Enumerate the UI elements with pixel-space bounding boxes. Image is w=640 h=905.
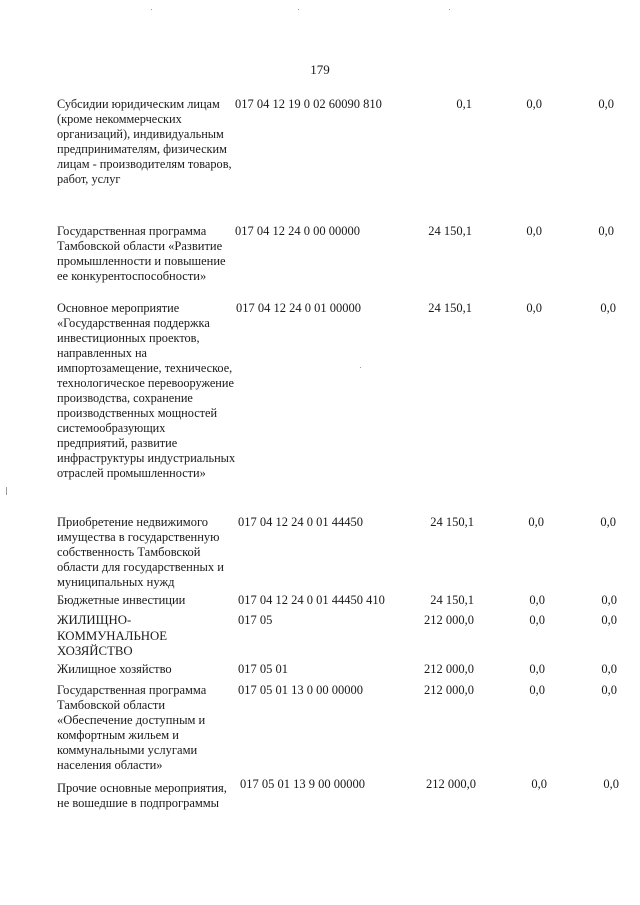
- row-plan2: 0,0: [529, 662, 545, 676]
- row-amount: 212 000,0: [424, 662, 474, 676]
- row-name: Бюджетные инвестиции: [57, 593, 186, 607]
- row-name: Субсидии юридическим лицам (кроме некоммерческих организаций), индивидуальным предпринимателям, физическим лицам - производителям товаров, работ, услуг: [57, 97, 232, 186]
- row-amount: 0,1: [456, 97, 472, 111]
- row-name: Прочие основные мероприятия, не вошедшие в подпрограммы: [57, 781, 227, 810]
- row-plan2: 0,0: [529, 613, 545, 627]
- row-code: 017 04 12 24 0 01 00000: [236, 301, 361, 315]
- row-plan3: 0,0: [598, 224, 614, 238]
- row-code: 017 05 01: [238, 662, 288, 676]
- row-name: Жилищное хозяйство: [57, 662, 172, 676]
- row-code: 017 04 12 24 0 00 00000: [235, 224, 360, 238]
- scan-speck: [360, 367, 361, 368]
- row-code: 017 04 12 24 0 01 44450: [238, 515, 363, 529]
- row-plan2: 0,0: [528, 515, 544, 529]
- row-plan3: 0,0: [601, 593, 617, 607]
- scan-speck: [151, 9, 152, 10]
- row-name: Государственная программа Тамбовской области «Обеспечение доступным и комфортным жильем и коммунальными услугами населения области»: [57, 683, 207, 772]
- row-code: 017 05 01 13 0 00 00000: [238, 683, 363, 697]
- row-code: 017 05 01 13 9 00 00000: [240, 777, 365, 791]
- row-plan2: 0,0: [531, 777, 547, 791]
- row-amount: 212 000,0: [424, 613, 474, 627]
- row-plan2: 0,0: [529, 593, 545, 607]
- row-plan2: 0,0: [529, 683, 545, 697]
- row-amount: 212 000,0: [426, 777, 476, 791]
- row-code: 017 05: [238, 613, 273, 627]
- row-plan3: 0,0: [601, 662, 617, 676]
- row-plan3: 0,0: [600, 301, 616, 315]
- row-plan3: 0,0: [603, 777, 619, 791]
- scan-speck: [449, 9, 450, 10]
- row-plan2: 0,0: [526, 301, 542, 315]
- row-plan3: 0,0: [600, 515, 616, 529]
- row-amount: 24 150,1: [428, 301, 472, 315]
- scan-speck: [6, 487, 7, 495]
- row-plan3: 0,0: [601, 613, 617, 627]
- section-title: ЖИЛИЩНО-КОММУНАЛЬНОЕ ХОЗЯЙСТВО: [57, 613, 168, 658]
- row-code: 017 04 12 19 0 02 60090 810: [235, 97, 382, 111]
- page-number: 179: [310, 62, 330, 77]
- row-code: 017 04 12 24 0 01 44450 410: [238, 593, 385, 607]
- row-name: Приобретение недвижимого имущества в государственную собственность Тамбовской области для государственных и муниципальных нужд: [57, 515, 224, 589]
- row-name: Основное мероприятие «Государственная поддержка инвестиционных проектов, направленных на импортозамещение, техническое, технологическое перевооружение производства, сохранение производственных мощностей системообразующих предприятий, развитие инфраструктуры индустриальных отраслей промышленности»: [57, 301, 236, 480]
- row-name: Государственная программа Тамбовской области «Развитие промышленности и повышение ее конкурентоспособности»: [57, 224, 226, 283]
- row-plan3: 0,0: [598, 97, 614, 111]
- row-amount: 24 150,1: [428, 224, 472, 238]
- row-plan2: 0,0: [526, 97, 542, 111]
- row-plan3: 0,0: [601, 683, 617, 697]
- row-amount: 24 150,1: [430, 515, 474, 529]
- row-plan2: 0,0: [526, 224, 542, 238]
- row-amount: 212 000,0: [424, 683, 474, 697]
- row-amount: 24 150,1: [430, 593, 474, 607]
- scan-speck: [298, 9, 299, 10]
